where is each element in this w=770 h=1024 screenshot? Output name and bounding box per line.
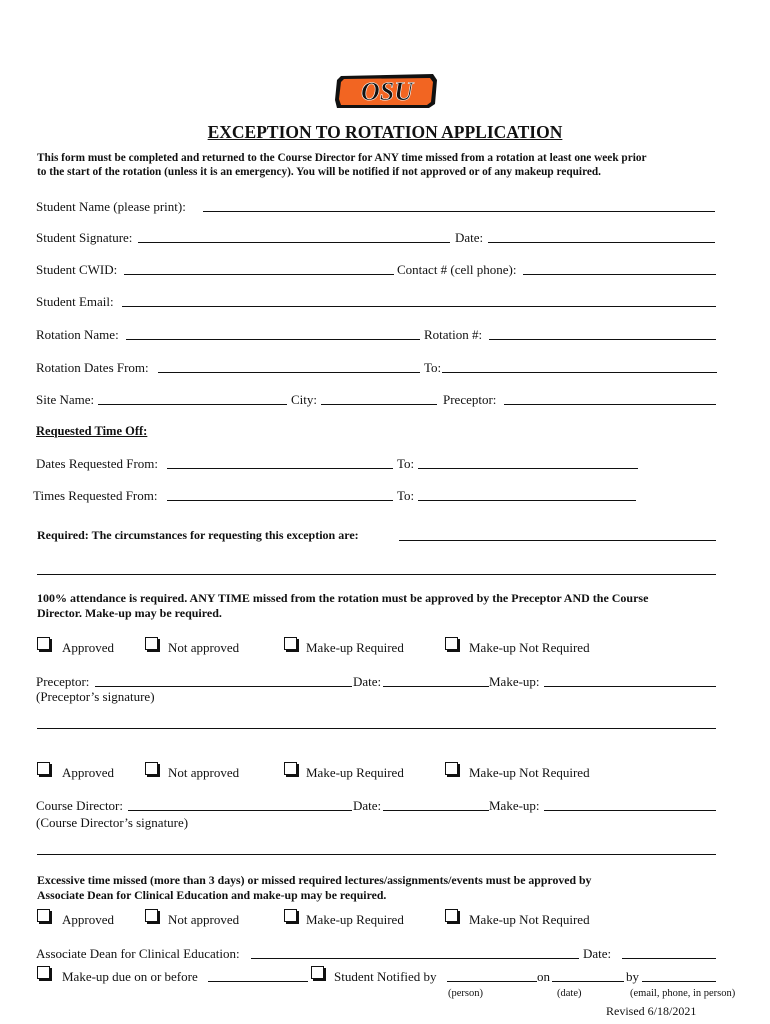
student-signature-field[interactable] <box>138 242 450 243</box>
student-email-label: Student Email: <box>36 294 114 309</box>
preceptor-signature-label: Preceptor: <box>36 674 90 689</box>
dean-signature-field[interactable] <box>251 958 579 959</box>
divider-1 <box>37 728 716 729</box>
site-name-field[interactable] <box>98 404 287 405</box>
notified-method-field[interactable] <box>642 981 716 982</box>
preceptor-signature-caption: (Preceptor’s signature) <box>36 689 155 704</box>
rotation-dates-from-field[interactable] <box>158 372 420 373</box>
director-date-field[interactable] <box>383 810 489 811</box>
revised-date: Revised 6/18/2021 <box>606 1004 697 1018</box>
director-makeup-required-label: Make-up Required <box>306 765 404 780</box>
intro-line-2: to the start of the rotation (unless it is an emergency). You will be notified if not approved or of any makeup required. <box>37 166 601 178</box>
preceptor-not-approved-label: Not approved <box>168 640 240 655</box>
director-makeup-not-required-checkbox[interactable] <box>445 762 458 775</box>
times-requested-from-label: Times Requested From: <box>33 488 158 503</box>
notified-person-field[interactable] <box>447 981 537 982</box>
makeup-due-field[interactable] <box>208 981 308 982</box>
student-date-label: Date: <box>455 230 484 245</box>
notified-by-label: by <box>626 969 639 984</box>
dean-date-label: Date: <box>583 946 612 961</box>
dean-signature-label: Associate Dean for Clinical Education: <box>36 946 240 961</box>
director-not-approved-checkbox[interactable] <box>145 762 158 775</box>
divider-2 <box>37 854 716 855</box>
student-name-field[interactable] <box>203 211 715 212</box>
times-requested-to-label: To: <box>397 488 415 503</box>
dates-requested-to-field[interactable] <box>418 468 638 469</box>
preceptor-makeup-required-label: Make-up Required <box>306 640 404 655</box>
preceptor-signature-field[interactable] <box>95 686 352 687</box>
excessive-line-2: Associate Dean for Clinical Education and make-up may be required. <box>37 888 387 902</box>
dates-requested-from-label: Dates Requested From: <box>36 456 159 471</box>
rotation-number-field[interactable] <box>489 339 716 340</box>
rotation-number-label: Rotation #: <box>424 327 483 342</box>
preceptor-field[interactable] <box>504 404 716 405</box>
rotation-dates-to-label: To: <box>424 360 442 375</box>
page-title: EXCEPTION TO ROTATION APPLICATION <box>207 122 563 142</box>
dean-not-approved-checkbox[interactable] <box>145 909 158 922</box>
preceptor-date-field[interactable] <box>383 686 489 687</box>
osu-logo <box>333 70 441 112</box>
notified-date-field[interactable] <box>552 981 624 982</box>
contact-method-caption: (email, phone, in person) <box>630 988 736 999</box>
student-signature-label: Student Signature: <box>36 230 133 245</box>
rotation-dates-to-field[interactable] <box>442 372 717 373</box>
student-date-field[interactable] <box>488 242 715 243</box>
dean-date-field[interactable] <box>622 958 716 959</box>
dean-approved-label: Approved <box>62 912 114 927</box>
preceptor-makeup-field[interactable] <box>544 686 716 687</box>
student-name-label: Student Name (please print): <box>36 199 186 214</box>
makeup-due-checkbox[interactable] <box>37 966 50 979</box>
student-cwid-field[interactable] <box>124 274 394 275</box>
student-notified-label: Student Notified by <box>334 969 437 984</box>
dates-requested-to-label: To: <box>397 456 415 471</box>
preceptor-makeup-label: Make-up: <box>489 674 540 689</box>
makeup-due-label: Make-up due on or before <box>62 969 198 984</box>
circumstances-field-2[interactable] <box>37 574 716 575</box>
preceptor-date-label: Date: <box>353 674 382 689</box>
student-cwid-label: Student CWID: <box>36 262 118 277</box>
director-signature-field[interactable] <box>128 810 352 811</box>
rotation-dates-from-label: Rotation Dates From: <box>36 360 149 375</box>
director-makeup-field[interactable] <box>544 810 716 811</box>
excessive-line-1: Excessive time missed (more than 3 days) or missed required lectures/assignments/events must be approved by <box>37 873 592 887</box>
city-field[interactable] <box>321 404 437 405</box>
director-approved-checkbox[interactable] <box>37 762 50 775</box>
contact-field[interactable] <box>523 274 716 275</box>
site-name-label: Site Name: <box>36 392 95 407</box>
dean-makeup-not-required-label: Make-up Not Required <box>469 912 590 927</box>
preceptor-makeup-required-checkbox[interactable] <box>284 637 297 650</box>
rotation-name-field[interactable] <box>126 339 420 340</box>
contact-label: Contact # (cell phone): <box>397 262 517 277</box>
dean-makeup-not-required-checkbox[interactable] <box>445 909 458 922</box>
director-date-label: Date: <box>353 798 382 813</box>
attendance-line-1: 100% attendance is required. ANY TIME missed from the rotation must be approved by the Preceptor AND the Course <box>37 591 649 605</box>
director-makeup-label: Make-up: <box>489 798 540 813</box>
intro-line-1: This form must be completed and returned to the Course Director for ANY time missed from a rotation at least one week prior <box>37 152 647 164</box>
student-email-field[interactable] <box>122 306 716 307</box>
preceptor-approved-label: Approved <box>62 640 114 655</box>
dean-not-approved-label: Not approved <box>168 912 240 927</box>
person-caption: (person) <box>448 988 483 999</box>
director-signature-caption: (Course Director’s signature) <box>36 815 189 830</box>
director-not-approved-label: Not approved <box>168 765 240 780</box>
dates-requested-from-field[interactable] <box>167 468 393 469</box>
circumstances-label: Required: The circumstances for requesting this exception are: <box>37 528 359 542</box>
times-requested-to-field[interactable] <box>418 500 636 501</box>
preceptor-label: Preceptor: <box>443 392 497 407</box>
rotation-name-label: Rotation Name: <box>36 327 119 342</box>
dean-makeup-required-checkbox[interactable] <box>284 909 297 922</box>
preceptor-makeup-not-required-label: Make-up Not Required <box>469 640 590 655</box>
city-label: City: <box>291 392 318 407</box>
director-makeup-not-required-label: Make-up Not Required <box>469 765 590 780</box>
circumstances-field-1[interactable] <box>399 540 716 541</box>
preceptor-not-approved-checkbox[interactable] <box>145 637 158 650</box>
times-requested-from-field[interactable] <box>167 500 393 501</box>
preceptor-approved-checkbox[interactable] <box>37 637 50 650</box>
notified-on-label: on <box>537 969 550 984</box>
student-notified-checkbox[interactable] <box>311 966 324 979</box>
director-approved-label: Approved <box>62 765 114 780</box>
dean-makeup-required-label: Make-up Required <box>306 912 404 927</box>
director-signature-label: Course Director: <box>36 798 124 813</box>
date-caption: (date) <box>557 988 582 999</box>
logo-text: OSU <box>360 77 414 106</box>
director-makeup-required-checkbox[interactable] <box>284 762 297 775</box>
dean-approved-checkbox[interactable] <box>37 909 50 922</box>
attendance-line-2: Director. Make-up may be required. <box>37 606 222 620</box>
preceptor-makeup-not-required-checkbox[interactable] <box>445 637 458 650</box>
requested-time-off-heading: Requested Time Off: <box>36 424 148 438</box>
